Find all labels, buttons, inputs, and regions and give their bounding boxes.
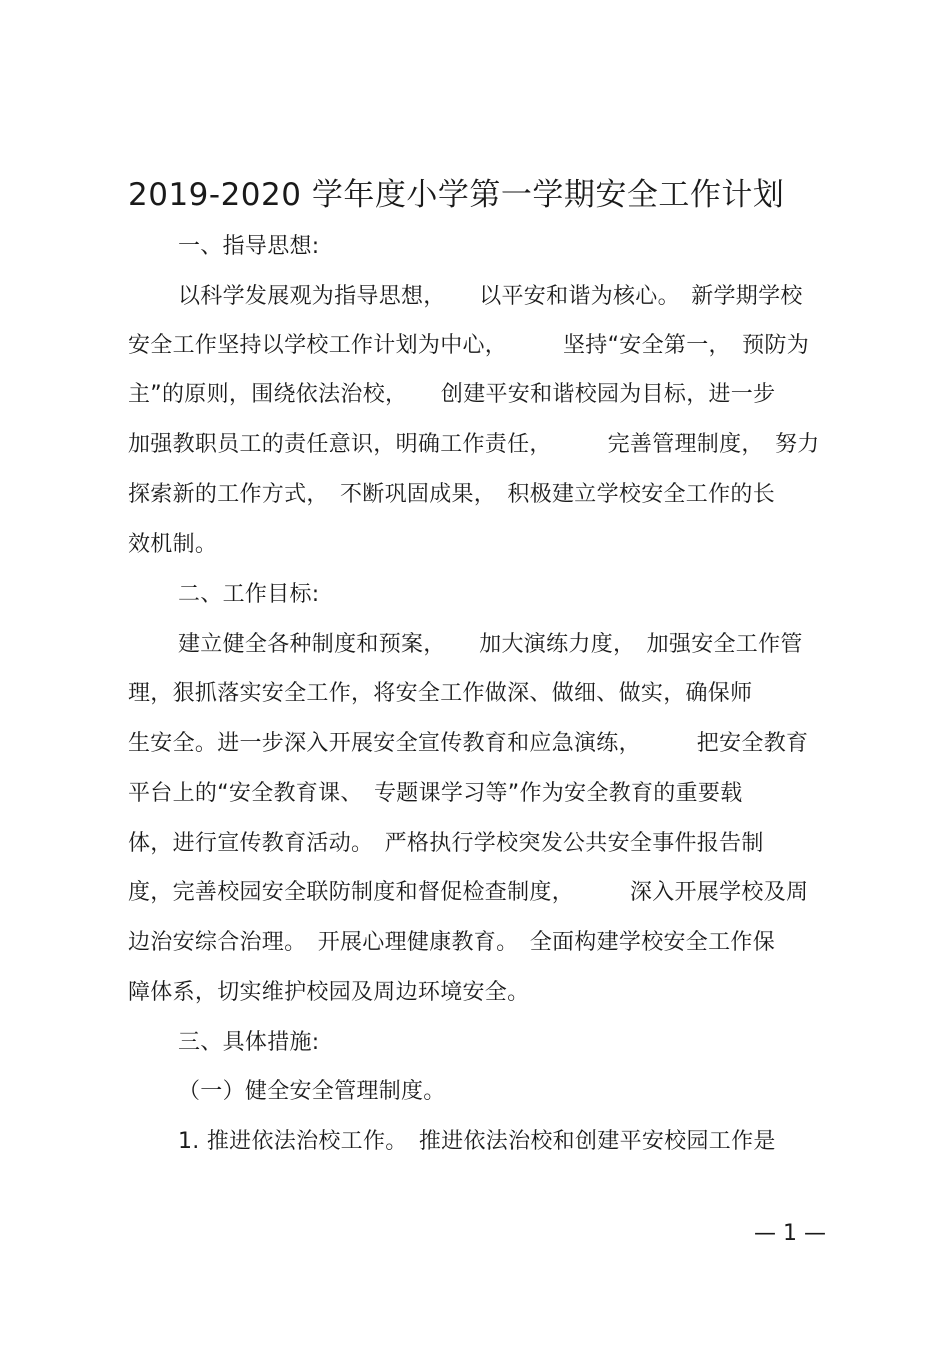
paragraph-line: 加强教职员工的责任意识，明确工作责任， 完善管理制度， 努力 <box>128 432 820 457</box>
section-heading-work-goals: 二、工作目标: <box>178 582 320 607</box>
subsection-heading: （一）健全安全管理制度。 <box>178 1079 446 1104</box>
paragraph-line: 障体系，切实维护校园及周边环境安全。 <box>128 980 530 1005</box>
document-title: 2019-2020 学年度小学第一学期安全工作计划 <box>128 177 785 213</box>
paragraph-line: 探索新的工作方式， 不断巩固成果， 积极建立学校安全工作的长 <box>128 482 776 507</box>
paragraph-line: 安全工作坚持以学校工作计划为中心， 坚持“安全第一， 预防为 <box>128 333 809 358</box>
paragraph-line: 以科学发展观为指导思想， 以平安和谐为核心。 新学期学校 <box>178 284 803 309</box>
paragraph-line: 度，完善校园安全联防制度和督促检查制度， 深入开展学校及周 <box>128 880 809 905</box>
paragraph-line: 效机制。 <box>128 532 218 557</box>
paragraph-line: 建立健全各种制度和预案， 加大演练力度， 加强安全工作管 <box>178 632 803 657</box>
paragraph-line: 生安全。进一步深入开展安全宣传教育和应急演练， 把安全教育 <box>128 731 809 756</box>
paragraph-line: 主”的原则，围绕依法治校， 创建平安和谐校园为目标，进一步 <box>128 382 776 407</box>
paragraph-line: 平台上的“安全教育课、 专题课学习等”作为安全教育的重要载 <box>128 781 743 806</box>
section-heading-specific-measures: 三、具体措施: <box>178 1030 320 1055</box>
section-heading-guiding-ideology: 一、指导思想: <box>178 234 320 259</box>
paragraph-line: 边治安综合治理。 开展心理健康教育。 全面构建学校安全工作保 <box>128 930 776 955</box>
paragraph-line: 体，进行宣传教育活动。 严格执行学校突发公共安全事件报告制 <box>128 831 764 856</box>
paragraph-line: 理，狠抓落实安全工作，将安全工作做深、做细、做实，确保师 <box>128 681 753 706</box>
paragraph-line: 1. 推进依法治校工作。 推进依法治校和创建平安校园工作是 <box>178 1129 776 1154</box>
page-number: — 1 — <box>754 1221 826 1246</box>
